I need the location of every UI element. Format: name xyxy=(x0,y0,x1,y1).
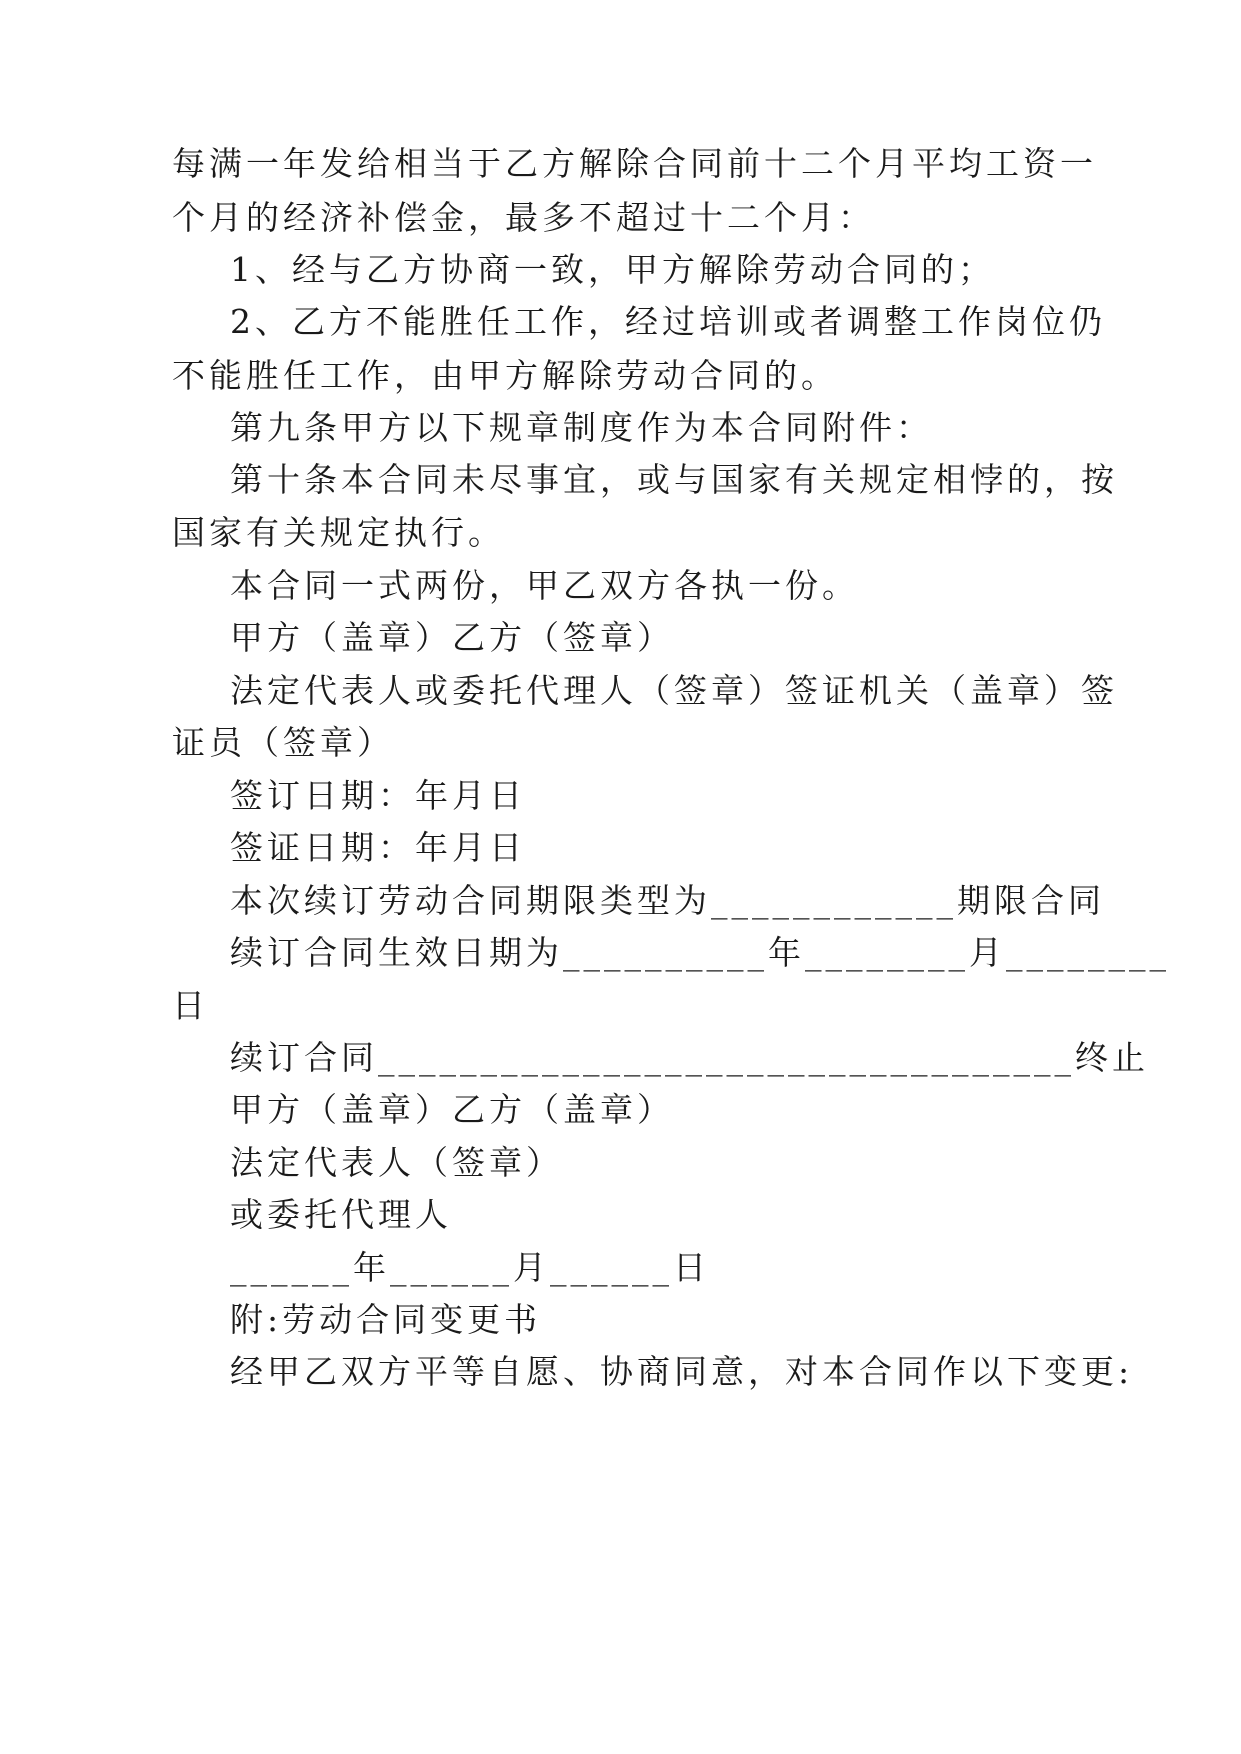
text-line-8: 国家有关规定执行。 xyxy=(172,513,505,552)
text-line-7: 第十条本合同未尽事宜，或与国家有关规定相悖的，按 xyxy=(230,460,1118,499)
text-line-5: 不能胜任工作，由甲方解除劳动合同的。 xyxy=(172,356,838,395)
text-line-4: 2、乙方不能胜任工作，经过培训或者调整工作岗位仍 xyxy=(230,302,1106,341)
text-line-24: 经甲乙双方平等自愿、协商同意，对本合同作以下变更: xyxy=(230,1352,1134,1391)
text-line-12: 证员（签章） xyxy=(172,723,394,762)
text-line-11: 法定代表人或委托代理人（签章）签证机关（盖章）签 xyxy=(230,671,1118,710)
text-line-2: 个月的经济补偿金，最多不超过十二个月： xyxy=(172,198,875,237)
text-line-19: 甲方（盖章）乙方（盖章） xyxy=(230,1090,674,1129)
text-line-6: 第九条甲方以下规章制度作为本合同附件： xyxy=(230,408,933,447)
text-line-3: 1、经与乙方协商一致，甲方解除劳动合同的； xyxy=(230,250,995,289)
text-line-1: 每满一年发给相当于乙方解除合同前十二个月平均工资一 xyxy=(172,144,1097,183)
text-line-18: 续订合同__________________________________终止 xyxy=(230,1038,1149,1077)
text-line-16: 续订合同生效日期为__________年________月________ xyxy=(230,933,1170,972)
text-line-17: 日 xyxy=(172,986,209,1025)
text-line-20: 法定代表人（签章） xyxy=(230,1143,563,1182)
text-line-23: 附:劳动合同变更书 xyxy=(230,1300,542,1339)
text-line-13: 签订日期：年月日 xyxy=(230,776,526,815)
text-line-22: ______年______月______日 xyxy=(230,1248,710,1287)
text-line-14: 签证日期：年月日 xyxy=(230,828,526,867)
text-line-15: 本次续订劳动合同期限类型为____________期限合同 xyxy=(230,881,1105,920)
text-line-21: 或委托代理人 xyxy=(230,1195,452,1234)
text-line-10: 甲方（盖章）乙方（签章） xyxy=(230,618,674,657)
text-line-9: 本合同一式两份，甲乙双方各执一份。 xyxy=(230,566,859,605)
